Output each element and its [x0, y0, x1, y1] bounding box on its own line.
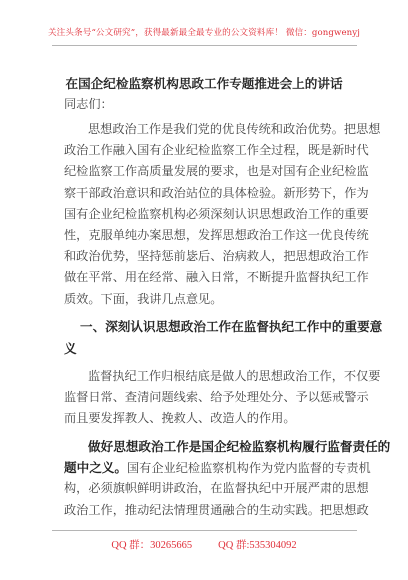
paragraph-text: 国有企业纪检监察机构作为党内监督的专责机 [126, 461, 371, 476]
section-paragraph-2 [64, 436, 391, 521]
salutation: 同志们： [64, 97, 113, 111]
header-banner: 关注头条号“公文研究”，获得最新最全最专业的公文资料库！ 微信：gongwenyj [47, 28, 361, 38]
paragraph-line: 性，克服单纯办案思想，发挥思想政治工作这一优良传统 [64, 227, 369, 242]
section-paragraph-1 [64, 366, 381, 430]
paragraph-line: 质效。下面，我讲几点意见。 [64, 291, 223, 306]
intro-paragraph [64, 119, 381, 310]
footer-qq-group-1: QQ 群：30265665 [111, 540, 193, 551]
paragraph-line: 政治工作融入国有企业纪检监察工作全过程，既是新时代 [64, 143, 369, 158]
paragraph-line: 纪检监察工作高质量发展的要求，也是对国有企业纪检监 [64, 164, 369, 179]
paragraph-line: 思想政治工作是我们党的优良传统和政治优势。把思想 [88, 122, 381, 136]
paragraph-line: 国有企业纪检监察机构必须深刻认识思想政治工作的重要 [64, 206, 369, 221]
paragraph-line: 和政治优势，坚持惩前毖后、治病救人，把思想政治工作 [64, 249, 369, 264]
bold-lead-line: 做好思想政治工作是国企纪检监察机构履行监督责任的 [88, 439, 391, 454]
header-divider [52, 45, 357, 46]
paragraph-line: 监督日常、查清问题线索、给予处理处分、予以惩戒警示 [64, 390, 369, 405]
paragraph-line: 政治工作，推动纪法情理贯通融合的生动实践。把思想政 [64, 502, 369, 517]
footer-qq-group-2: QQ 群:535304092 [218, 540, 297, 551]
paragraph-line: 构，必须旗帜鲜明讲政治，在监督执纪中开展严肃的思想 [64, 481, 369, 496]
footer [0, 537, 408, 552]
section-heading-line: 义 [64, 341, 77, 356]
paragraph-line: 做在平常、用在经常、融入日常，不断提升监督执纪工作 [64, 270, 369, 285]
section-heading [64, 316, 383, 360]
document-title: 在国企纪检监察机构思政工作专题推进会上的讲话 [65, 76, 343, 91]
paragraph-line: 监督执纪工作归根结底是做人的思想政治工作，不仅要 [88, 369, 381, 383]
paragraph-line [64, 457, 371, 478]
bold-lead-text: 题中之义。 [64, 460, 127, 476]
paragraph-line: 察干部政治意识和政治站位的具体检验。新形势下，作为 [64, 185, 369, 200]
section-heading-line: 一、深刻认识思想政治工作在监督执纪工作中的重要意 [80, 319, 383, 334]
footer-divider [52, 530, 357, 531]
paragraph-line: 而且要发挥教人、挽救人、改造人的作用。 [64, 411, 296, 426]
